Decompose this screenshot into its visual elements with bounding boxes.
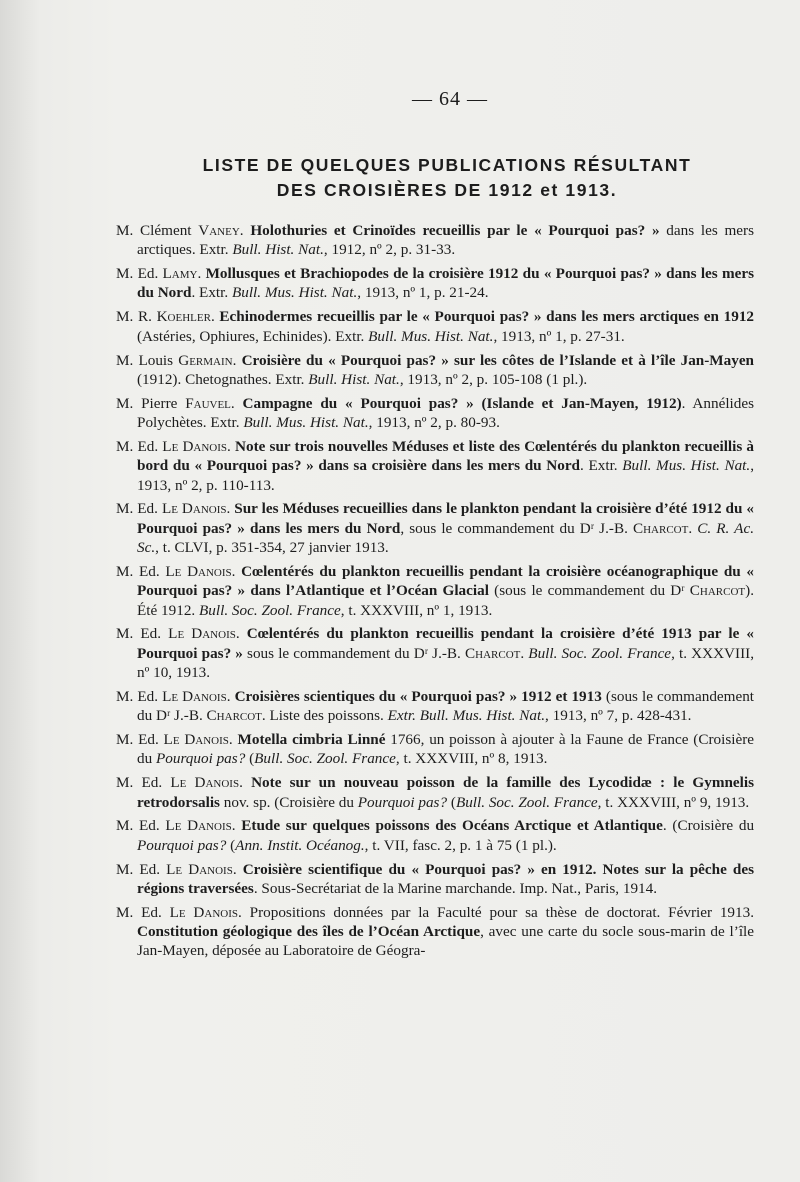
entry-text: M. Ed. [116, 500, 162, 518]
entry-journal: Bull. Mus. Hist. Nat. [368, 327, 494, 345]
entry-journal: Pourquoi pas? [137, 836, 227, 854]
entry-text: M. Ed. [116, 437, 163, 455]
entry-title: Note sur trois nouvelles Méduses et liste des Cœlentérés du plankton recueillis à bord du « Pourquoi pas? » dans sa croisière dans les mers du Nord [137, 437, 755, 475]
entry-text: . Extr. [191, 284, 232, 302]
entry-text: , t. XXXVIII, nº 9, 1913. [597, 793, 750, 811]
publication-entry [116, 562, 754, 620]
entry-journal: Bull. Soc. Zool. France [455, 793, 598, 811]
publication-entry [116, 307, 754, 346]
entry-text: . [520, 644, 529, 662]
entry-text: M. Pierre [116, 394, 186, 412]
author-name: Lamy [162, 265, 198, 283]
title-line-2: DES CROISIÈRES DE 1912 et 1913. [276, 180, 618, 200]
entry-text: (sous le commandement du Dʳ J.-B. [137, 687, 755, 725]
publication-entry [116, 816, 754, 855]
author-name: Le Danois [169, 903, 239, 921]
author-name: Le Danois [162, 687, 227, 705]
entry-journal: Ann. Instit. Océanog. [235, 836, 365, 854]
entry-text: . Sous-Secrétariat de la Marine marchande. Imp. Nat., Paris, 1914. [253, 879, 658, 897]
entry-text: M. Ed. [116, 731, 164, 749]
entry-text: , sous le commandement du Dʳ J.-B. [400, 519, 633, 537]
entry-text: M. Ed. [116, 562, 166, 580]
entry-journal: Bull. Hist. Nat. [308, 370, 400, 388]
entry-text: . [230, 394, 243, 412]
page-title [116, 153, 754, 203]
entry-title: Constitution géologique des îles de l’Océan Arctique [137, 923, 481, 941]
entry-journal: Bull. Hist. Nat. [232, 241, 324, 259]
entry-text: . [239, 222, 251, 239]
entry-title: Croisières scientiques du « Pourquoi pas? » 1912 et 1913 [234, 687, 602, 705]
author-name: Charcot [206, 707, 262, 725]
entry-text: , 1913, nº 7, p. 428-431. [545, 707, 692, 725]
entry-text: ). Été 1912. [137, 582, 754, 619]
publication-entry [116, 860, 754, 899]
entry-text: dans les mers arctiques. Extr. [137, 222, 755, 259]
entry-text: M. Ed. [116, 625, 169, 643]
author-name: Le Danois [163, 731, 229, 749]
author-name: Le Danois [170, 774, 240, 792]
entry-journal: Pourquoi pas? [155, 750, 246, 768]
entry-text: , 1912, nº 2, p. 31-33. [323, 241, 456, 259]
entry-text: . [232, 860, 243, 878]
author-name: Le Danois [165, 562, 232, 580]
entry-text: , t. CLVI, p. 351-354, 27 janvier 1913. [155, 539, 389, 557]
author-name: Le Danois [165, 817, 232, 835]
publication-entry [116, 264, 754, 303]
entry-title: Echinodermes recueillis par le « Pourquoi pas? » dans les mers arctiques en 1912 [219, 308, 755, 326]
entry-text: M. R. [116, 308, 157, 326]
author-name: Charcot [465, 644, 521, 662]
page-number: — 64 — [412, 88, 488, 110]
entry-title: Croisière du « Pourquoi pas? » sur les côtes de l’Islande et à l’île Jan-Mayen [241, 351, 755, 369]
entry-text: 1766, un poisson à ajouter à la Faune de France (Croisière du [137, 731, 755, 768]
entry-text: , t. VII, fasc. 2, p. 1 à 75 (1 pl.). [364, 836, 557, 854]
entry-text: . [688, 519, 698, 537]
entry-text: , 1913, nº 2, p. 80-93. [368, 414, 500, 432]
author-name: Charcot [689, 582, 746, 600]
entry-text: , 1913, nº 2, p. 110-113. [137, 457, 754, 494]
publication-entry [116, 624, 754, 682]
entry-title: Cœlentérés du plankton recueillis pendant la croisière d’été 1913 par le « Pourquoi pas? » [137, 625, 755, 662]
publication-entry [116, 687, 754, 726]
publication-entry [116, 499, 754, 557]
entry-title: Sur les Méduses recueillies dans le plankton pendant la croisière d’été 1912 du « Pourquoi pas? » dans les mers du Nord [137, 500, 755, 537]
entry-text: M. Ed. [116, 687, 163, 705]
entry-text: ( [447, 793, 456, 811]
entry-text: M. Clément [116, 222, 199, 239]
entry-journal: Bull. Mus. Hist. Nat. [243, 414, 369, 432]
entry-journal: Extr. Bull. Mus. Hist. Nat. [387, 707, 546, 725]
entry-text: . [231, 817, 242, 835]
entry-title: Motella cimbria Linné [237, 731, 386, 749]
publication-entry [116, 773, 754, 812]
entry-title: Note sur un nouveau poisson de la famille des Lycodidæ : le Gymnelis retrodorsalis [137, 774, 755, 811]
entry-text: (Astéries, Ophiures, Echinides). Extr. [137, 327, 369, 345]
entry-journal: Bull. Mus. Hist. Nat. [622, 457, 751, 475]
entry-title: Holothuries et Crinoïdes recueillis par le « Pourquoi pas? » [250, 222, 660, 239]
entry-text: M. Ed. [116, 903, 170, 921]
entry-text: . [226, 687, 235, 705]
entry-title: Etude sur quelques poissons des Océans Arctique et Atlantique [241, 817, 663, 835]
entry-text: . [232, 351, 242, 369]
entry-text: , avec une carte du socle sous-marin de l’île Jan-Mayen, déposée au Laboratoire de Géogra- [137, 923, 754, 960]
author-name: Le Danois [162, 437, 228, 455]
author-name: Le Danois [161, 500, 227, 518]
entry-text: , 1913, nº 1, p. 21-24. [357, 284, 489, 302]
entry-journal: Bull. Soc. Zool. France [199, 601, 341, 619]
author-name: Germain [178, 351, 233, 369]
publication-list [116, 221, 754, 961]
publication-entry [116, 730, 754, 769]
entry-text: ( [245, 750, 255, 768]
entry-text: . Propositions données par la Faculté pour sa thèse de doctorat. Février 1913. [238, 903, 755, 921]
entry-journal: C. R. Ac. Sc. [137, 519, 755, 557]
author-name: Vaney [198, 222, 240, 239]
entry-text: , t. XXXVIII, nº 8, 1913. [395, 750, 548, 768]
entry-title: Campagne du « Pourquoi pas? » (Islande et Jan-Mayen, 1912) [242, 394, 682, 412]
entry-text: . [228, 731, 238, 749]
entry-text: . [210, 308, 220, 326]
entry-text: , t. XXXVIII, nº 10, 1913. [137, 644, 754, 681]
entry-text: . Extr. [580, 457, 623, 475]
title-line-1: LISTE DE QUELQUES PUBLICATIONS RÉSULTANT [202, 155, 692, 175]
entry-text: nov. sp. (Croisière du [219, 793, 358, 811]
publication-entry [116, 394, 754, 433]
entry-text: . [227, 437, 236, 455]
entry-title: Mollusques et Brachiopodes de la croisière 1912 du « Pourquoi pas? » dans les mers du Nord [137, 265, 755, 302]
entry-text: M. Ed. [116, 860, 167, 878]
author-name: Le Danois [168, 625, 236, 643]
entry-text: M. Louis [116, 351, 179, 369]
entry-text: sous le commandement du Dʳ J.-B. [242, 644, 465, 662]
entry-text: . (Croisière du [662, 817, 755, 835]
entry-text: M. Ed. [116, 817, 166, 835]
publication-entry [116, 351, 754, 390]
entry-text: , 1913, nº 2, p. 105-108 (1 pl.). [399, 370, 588, 388]
entry-text: . [239, 774, 252, 792]
entry-text: M. Ed. [116, 265, 163, 283]
entry-journal: Pourquoi pas? [357, 793, 448, 811]
entry-text: (1912). Chetognathes. Extr. [137, 370, 309, 388]
entry-text: , t. XXXVIII, nº 1, 1913. [340, 601, 493, 619]
entry-text: M. Ed. [116, 774, 171, 792]
publication-entry [116, 437, 754, 495]
author-name: Le Danois [166, 860, 233, 878]
entry-text: . [226, 500, 235, 518]
author-name: Charcot [632, 519, 689, 537]
entry-text: ( [226, 836, 236, 854]
entry-text: . Liste des poissons. [261, 707, 388, 725]
entry-text: (sous le commandement du Dʳ [488, 582, 690, 600]
entry-text: , 1913, nº 1, p. 27-31. [493, 327, 625, 345]
entry-title: Cœlentérés du plankton recueillis pendant la croisière océanographique du « Pourquoi pas? » dans l’Atlantique et l’Océan Glacial [137, 562, 755, 600]
entry-journal: Bull. Soc. Zool. France [528, 644, 672, 662]
author-name: Fauvel [185, 394, 231, 412]
author-name: Koehler [156, 308, 211, 326]
publication-entry [116, 903, 754, 961]
entry-text: . [235, 625, 247, 643]
entry-title: Croisière scientifique du « Pourquoi pas? » en 1912. Notes sur la pêche des régions traversées [137, 860, 755, 897]
entry-journal: Bull. Mus. Hist. Nat. [231, 284, 358, 302]
entry-text: . [197, 265, 206, 283]
publication-entry [116, 221, 754, 260]
entry-journal: Bull. Soc. Zool. France [254, 750, 396, 768]
entry-text: . [231, 562, 242, 580]
entry-text: . Annélides Polychètes. Extr. [137, 394, 755, 432]
